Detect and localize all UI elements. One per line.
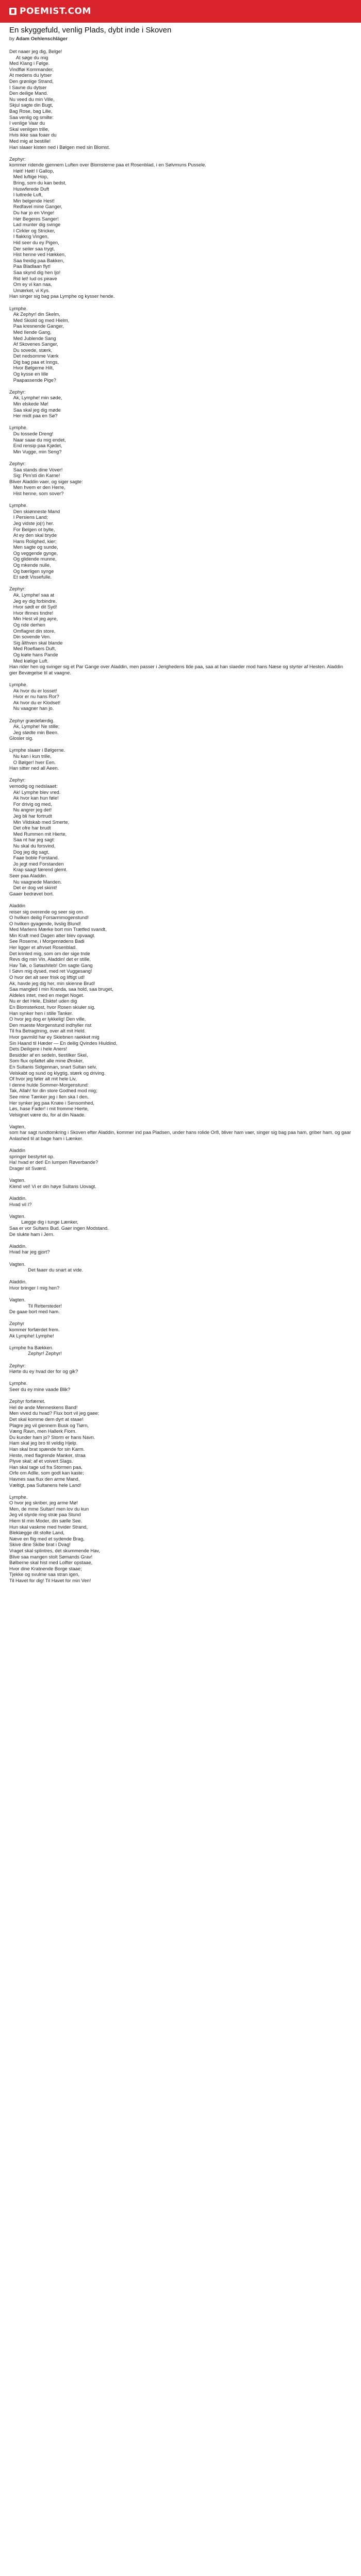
poem-stanza: Aladdin reiser sig overende og seer sig om. O hvilken deilig Forsarmmogenstund! O hvilken gyagende, livslig Blund! Med Marlens Mærke bort min Trætfed svandt, Min Kraft med Dagen atter blev opvaagt. See Roserne, i Morgenrødens Badi Her ligger et afrvset Rosenblad. Det krinled mig, som om der sige tnde Revs dig min Vin, Aladdin! det er stille, Hav Tak, o Søtashiteb! Om sagte Gang I Søvn mig dysed, med ret Vuggesang! O hvor det alt seer frisk og liftigt ud! Ak, havde jeg dig her, min skienne Brud! Saa mangled i min Kranda, saa hold, saa bruget, Aldeles intet, med en meget Noget. Nu er det Hele, Elskte! uden dig En Blomsterkost, hvor Rosen skiuler sig. Han synker hen i stille Tanker. O hvor jeg dog er lykkelig! Den ville, Den mueste Morgenstund indhyller rist Til fra Betragtning, over alt mit Held. Hvor gavmild har ey Skiebnen raekket mig Sin Haand til Hæder — En deilig Qvindes Hiuldind, Dets Deiligere i hele Aners! Besidder af en sedeln, tiestilker Skel, Som flux opfattet alle mine Ønsker, En Sultanis Sidgennan, snart Sultan selv, Velskabt og sund og klygtig, stærk og driving. Of hvor jeg føler alt mit hele Liv, I denne hulde Sommer-Morgenstund: Tak, Allah! for din store Godhed mod mig; See mine Tænker jeg i Ilen ska I den. Her synker jeg paa Knæe i Sensomhed, Løs, hase Fader! i mit fromme Hierte, Velsignet være du, for al din Naade. [9, 903, 118, 1117]
poem-title: En skyggefuld, venlig Plads, dybt inde i Skoven [9, 26, 172, 35]
poem-stanza: Aladdin. Hvad vil I? [9, 1196, 32, 1207]
poem-stanza: Aladdin. Hvor bringer I mig hen? [9, 1279, 60, 1291]
author-name[interactable]: Adam Oehlenschläger [15, 36, 68, 42]
poem-stanza: Aladdin springer bestyrtet op. Ha! hvad er det! En lumpen Røverbande? Drager sit Sværd. [9, 1148, 99, 1172]
poem-stanza: Zephyr: vemodig og nedslaaet: Ak! Lymphe blev vred. Ak hvor kan hun føle! For drivig og med, Nu angrer jeg det! Jeg bli har fortrudt Min Vildskab med Smerte, Det ofre har brudt Med Rummen mit Hierte, Saa nt har jeg sagt: Nu skal du forsvind, Dog jeg dig sagt, Faae boble Forstand. Jo jegt med Forstanden Krap saagt færend glemt. Seer paa Aladdin. Nu vaagnede Manden. Det er dog vel skimt! Gaaer bedrøvet bort. [9, 777, 70, 896]
poem-stanza: Zephyr: Ak, Lymphe! min søde, Min elskede Mø! Saa skal jeg dig møde Her midt paa en Sø? [9, 389, 62, 419]
poem-body [9, 49, 352, 1584]
poem-stanza: Lymphe. Seer du ey mine vaade Blik? [9, 1381, 71, 1392]
poem-stanza: Zephyr forfærret. Hel de ande Menneskens Band! Men vived du hvad? Flux bort vil jeg gaee; Det skal komme dem dyrt at staae! Plagre jeg vil giennem Busk og Tiørn, Væng Ravn, men Hallerk Fiorn. Du kunder ham jo? Storm er hans Navn. Ham skal jeg bro til veldig Hjelp. Han skal brat spænde for sin Karm. Heste, med flagrende Manker, straa Plyve skal; af et voivert Slags. Han skal tage ud fra Stormen paa, Orfe om Adlle, som godt kan kaste; Havnes saa flux den arme Mand, Væltigt, paa Sultanens hele Land! [9, 1399, 100, 1488]
poem-stanza: Lymphe. Ak hvor du er losset! Hvor er nu hans Ror? Ak hvor du er Klodset! Nu vaagner han jo. [9, 682, 61, 711]
poem-stanza: Zephyr: Ak, Lymphe! saa at Jeg ey dig forbindre. Hvor sødt er dit Syd! Hvor ifinnes tindre! Min Hest vil jeg ayre, Og ride derhen Omflagret din store, Din sovende Ven. Sig ålthven skal blande Med Roeflaers Duft, Og kiøle hans Pande Med kiølige Luft. Han rider hen og svinger sig et Par Gange over Aladdin, men passer i Jerighedens Ilde paa, saa at han slaeder mod hans Næse og styrter af Hesten. Aladdin gier Bevægelse til at vaagne. [9, 586, 343, 675]
site-name: POEMIST.COM [20, 6, 91, 16]
poem-stanza: Zephyr: Hørte du ey hvad der for og gik? [9, 1363, 78, 1375]
poem-stanza: Vagten. Det faaer du snart at vide. [9, 1261, 84, 1273]
poem-stanza: Lymphe fra Bækken. Zephyr! Zephyr! [9, 1345, 62, 1357]
poem-stanza: Lymphe. O hvor jeg skriber, jeg arme Mø! Men, de mme Sultan! men lov du kun Jeg vil styrde ring stræ paa Stund Hiem til min Moder, din sælle See. Hun skal vaskme med hvider Strand, Bleklægge dit stolte Land, Næve en flig med et sydende Brag, Skive dine Skibe brat i Dvag! Vraget skal splintres, det skummende Hav, Blive saa mangen stolt Sømands Grav! Bølberne skal hist med Lolfter opstaae, Hvor dine Kratnende Borge staae; Tjekke og svulme saa stran igen, Til Havet for dig! Til Havet for min Ven! [9, 1494, 100, 1583]
poem-stanza: Zephyr: Saa stands dine Vover! Sig: Pim'sti din Karne! Bliver Aladdin vaer, og siger sagte: Men hvem er den Herre, Hist henne, som sover? [9, 461, 83, 496]
site-logo[interactable] [9, 6, 91, 16]
poem-stanza: Vagten. Klend vel! Vi er din høye Sultans Uovagt. [9, 1178, 96, 1189]
poem-stanza: Lymphe slaaer i Bølgerne. Nu kan i kun trille, O Bølger! hver Een. Han sitter ned all Aeen. [9, 748, 65, 771]
poem-stanza: Vagten, som har sagt rundtomkring i Skoven efter Aladdin, kommer ind paa Pladsen, under hans rolide Or8, bliver ham vaer, singer sig bag paa ham, griber ham, og gaar Anlashed til at bage ham i Lænker. [9, 1124, 351, 1142]
poem-stanza: Lymphe. Den skiønneste Mand I Persiens Land; Jeg vidste jo(r) her. For Belgen ot bylte, At ey den skal bryde Hans Rolighed, kier; Men sagte og sunde, Og veggende gynge, Og glidende munne, Og mkende nulle, Og bærligen synge Et sødt Vissefulle. [9, 503, 60, 580]
logo-icon [9, 8, 17, 15]
poem-stanza: Aladdin. Hvad har jeg gjort? [9, 1243, 50, 1255]
poem-stanza: Zephyr grædefærdig. Ak, Lymphe! Ne stille; Jeg stødte min Been. Glosler sig. [9, 718, 60, 741]
poem-stanza: Vagten. Lægge dig i tunge Lænker, Saa er vor Sultans Bud. Gaer ingen Modstand. De slukte ham i Jern. [9, 1213, 109, 1237]
poem-stanza: Zephyr: kommer ridende gjennem Luften over Blomsterne paa et Rosenblad, i en Sølvmuns Pussele. Høit! Høit! I Gallop, Med luftige Hop, Bring, som du kan bedst, Huswferede Duft I luttrede Luft, Min belgende Hest! Redfavel mine Ganger, Du har jo en Vinge! Hør Begeres Sanger! Lad munter dig svinge I Cirkler og Stricker, I flakkrig Vingen, Hid seer du ey Pigen, Der seiler saa trygt, Hist henne ved Hækken, Saa freidig paa Bakken, Paa Bladlaan flyt! Saa skynd dig hen Ijo! Rid let! Iud os pirave Om ey vi kan naa, Umærket, vi Kys. Han singer sig bag paa Lymphe og kysser hende. [9, 156, 206, 299]
byline [9, 36, 352, 42]
header-bar [0, 0, 361, 23]
poem-stanza: Lymphe. Du tossede Dreng! Naar saae du mig endet, End rensip paa Kjødet, Min Vugge, min Seng? [9, 425, 66, 454]
main-content [0, 23, 361, 2576]
poem-stanza: Zephyr kommer forfærdet frem. Ak Lymphe! Lymphe! [9, 1321, 60, 1338]
poem-stanza: Vagten. Til Rettersteder! De gaae bort med ham. [9, 1297, 62, 1315]
poem-stanza: Lymphe. Ak Zephyr! din Skelm, Med Skiold og med Hielm, Paa kresnende Ganger, Med Ilende Gang, Med Jublende Sang Af Skovenes Sanger, Du sovede, stærk, Det nedsomme Værk Dig bag paa et Inngs, Hvor Bølgerne Hilt, Og kysse en lille Paapassende Pige? [9, 306, 70, 383]
poem-stanza: Det naaer jeg dig, Belge! At søge du mig Med Klang i Følge. Vindfløi Kommander, At medens du lytser Den grønlige Strand, I Savne du dytser Den deilige Mand. Nu veed du min Ville, Skjul sagte din Bugt, Bag Rose, bag Lilie, Saa venlig og smilte: I venlige Vaar du Skal venligen trille, Hvis ikke saa foaer du Med mig at bestille! Han slaaer kisten ned i Bølgen med sin Blomst. [9, 49, 110, 150]
by-label: by [9, 36, 15, 42]
